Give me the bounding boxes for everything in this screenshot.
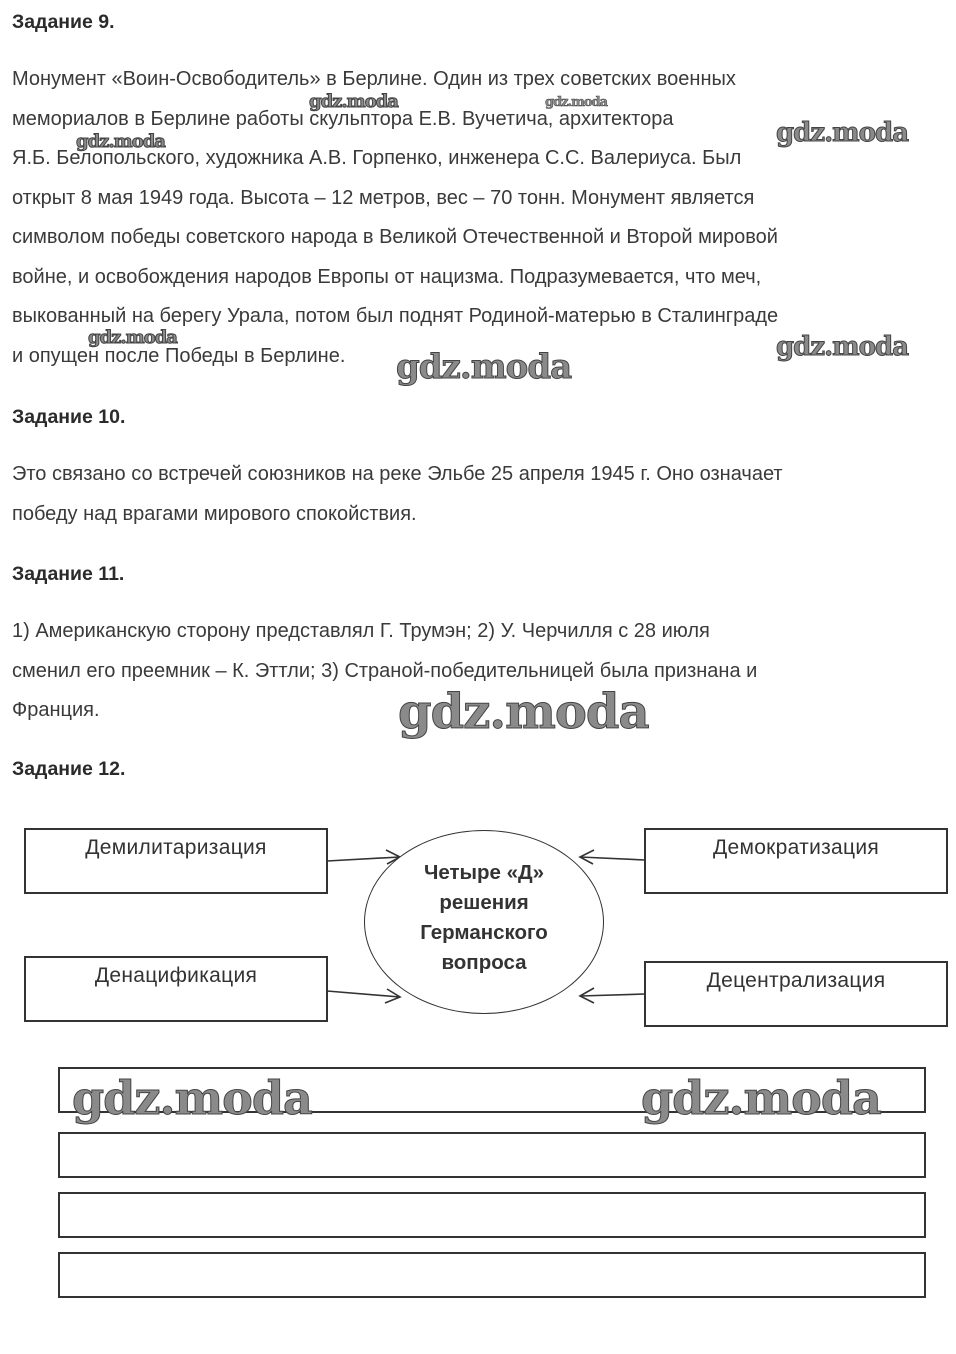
watermark: gdz.moda	[396, 347, 572, 387]
text-line: Я.Б. Белопольского, художника А.В. Горпенко, инженера С.С. Валериуса. Был	[12, 147, 742, 169]
box-decentralization	[644, 961, 948, 1027]
center-label-line: вопроса	[441, 951, 527, 974]
watermark: gdz.moda	[88, 327, 177, 348]
text-line: Франция.	[12, 699, 100, 721]
watermark: gdz.moda	[641, 1071, 881, 1125]
watermark: gdz.moda	[72, 1071, 312, 1125]
task-9-heading: Задание 9.	[12, 11, 115, 33]
watermark: gdz.moda	[76, 131, 165, 152]
center-ellipse	[364, 830, 604, 1014]
center-label-line: решения	[439, 891, 529, 914]
text-line: и опущен после Победы в Берлине.	[12, 344, 346, 367]
box-denazification	[24, 956, 328, 1022]
task-10-heading: Задание 10.	[12, 406, 126, 428]
box-label: Децентрализация	[706, 969, 886, 992]
box-demilitarization	[24, 828, 328, 894]
answer-box-4	[58, 1252, 926, 1298]
text-line: Это связано со встречей союзников на реке Эльбе 25 апреля 1945 г. Оно означает	[12, 463, 783, 485]
text-line: победу над врагами мирового спокойствия.	[12, 502, 417, 525]
center-label	[420, 858, 548, 978]
text-line: открыт 8 мая 1949 года. Высота – 12 метров, вес – 70 тонн. Монумент является	[12, 186, 755, 209]
box-label: Демократизация	[712, 836, 880, 859]
text-line: войне, и освобождения народов Европы от нацизма. Подразумевается, что меч,	[12, 265, 762, 288]
task-11-heading: Задание 11.	[12, 563, 125, 585]
watermark: gdz.moda	[545, 95, 608, 110]
center-label-line: Четыре «Д»	[423, 861, 545, 884]
text-line: выкованный на берегу Урала, потом был поднят Родиной-матерью в Сталинграде	[12, 305, 779, 327]
answer-box-3	[58, 1192, 926, 1238]
center-label-line: Германского	[420, 921, 548, 944]
watermark: gdz.moda	[398, 684, 649, 740]
text-line: 1) Американскую сторону представлял Г. Трумэн; 2) У. Черчилля с 28 июля	[12, 620, 710, 642]
task-10-answer	[12, 455, 932, 534]
task-12-heading: Задание 12.	[12, 758, 126, 780]
answer-box-2	[58, 1132, 926, 1178]
watermark: gdz.moda	[776, 118, 909, 148]
text-line: мемориалов в Берлине работы скульптора Е.В. Вучетича, архитектора	[12, 107, 674, 130]
box-label: Демилитаризация	[85, 836, 267, 859]
box-label: Денацификация	[94, 964, 258, 987]
text-line: сменил его преемник – К. Эттли; 3) Страной-победительницей была признана и	[12, 659, 758, 682]
box-democratization	[644, 828, 948, 894]
text-line: символом победы советского народа в Великой Отечественной и Второй мировой	[12, 226, 778, 248]
watermark: gdz.moda	[309, 91, 398, 112]
text-line: Монумент «Воин-Освободитель» в Берлине. Один из трех советских военных	[12, 68, 736, 90]
watermark: gdz.moda	[776, 332, 909, 362]
